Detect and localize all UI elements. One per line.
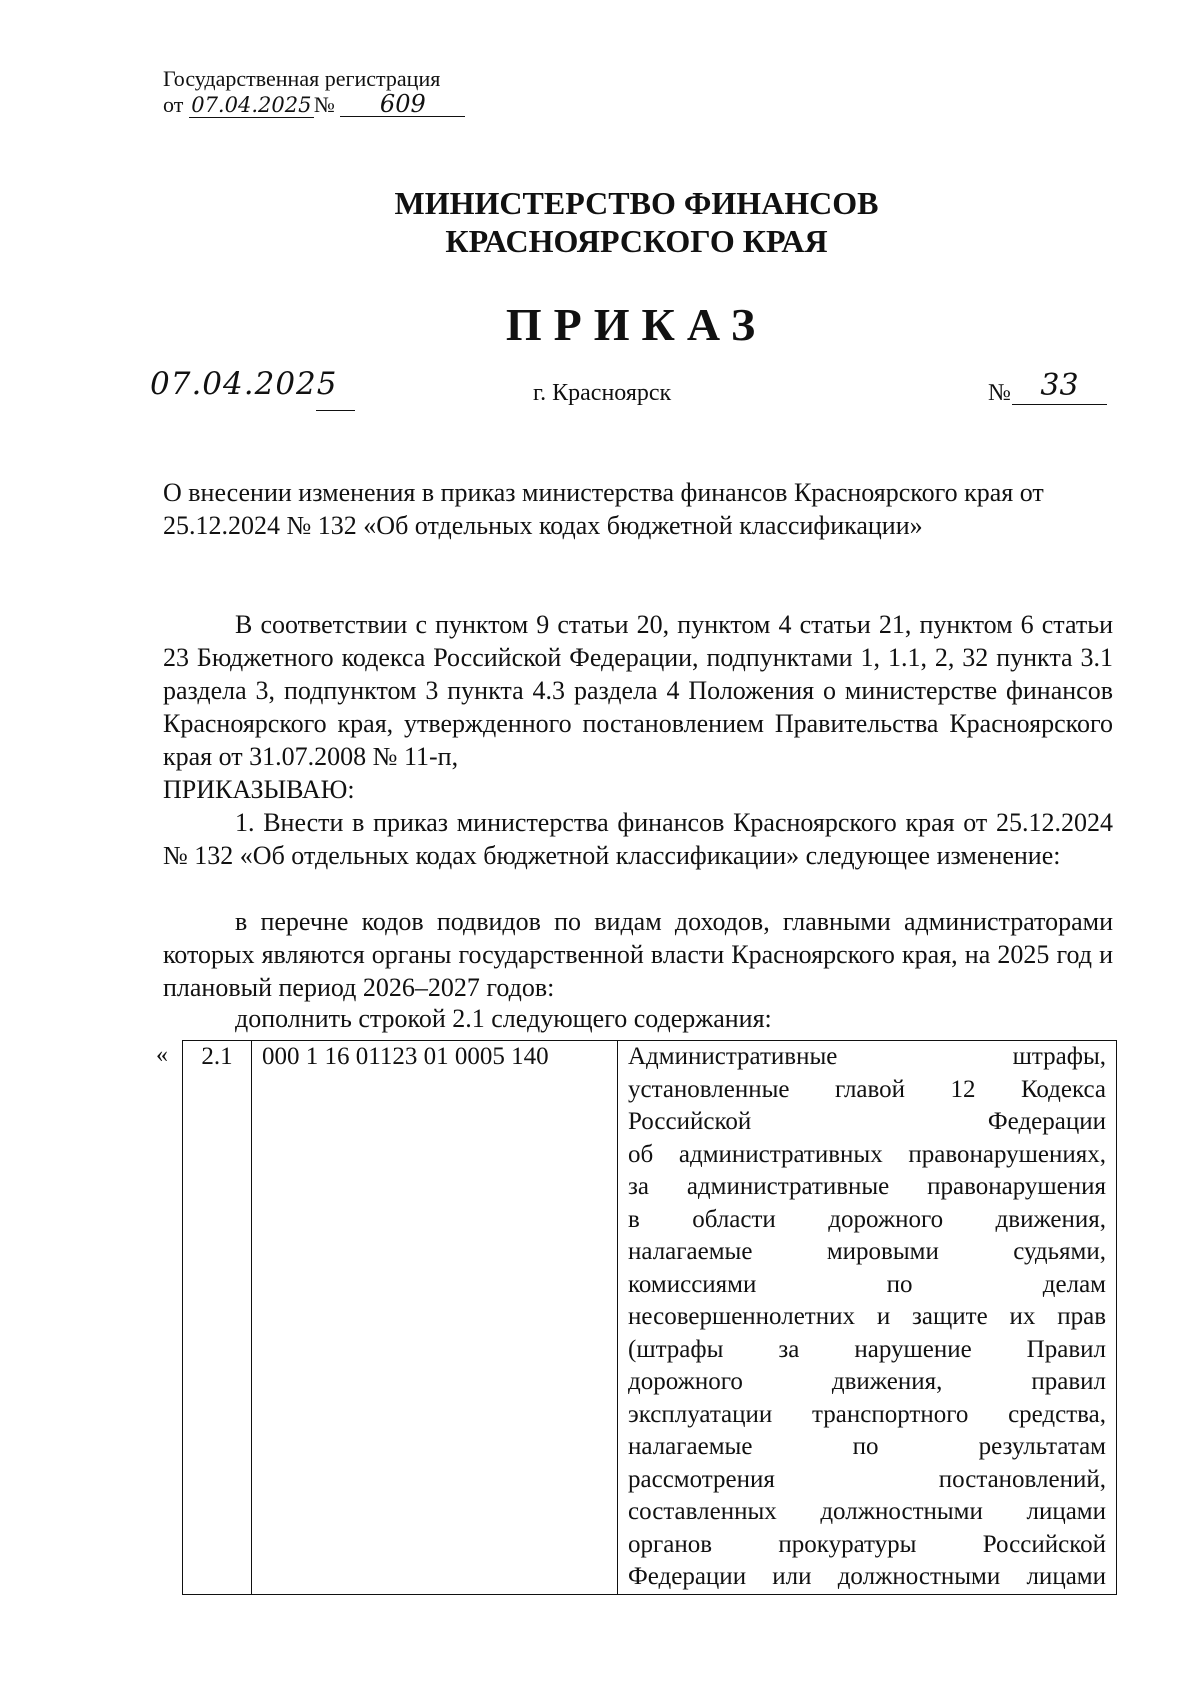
description-line: рассмотрения постановлений, (628, 1465, 1106, 1493)
description-line: несовершеннолетних и защите их прав (628, 1303, 1106, 1330)
description-line: дорожного движения, правил (628, 1368, 1106, 1395)
order-city: г. Красноярск (533, 380, 672, 406)
registration-line (163, 92, 465, 118)
registration-date: 07.04.2025 (189, 93, 314, 118)
order-number: 33 (1012, 368, 1107, 405)
description-line: составленных должностными лицами (628, 1498, 1106, 1525)
description-line: Российской Федерации (628, 1108, 1106, 1135)
open-quote: « (156, 1042, 168, 1068)
description-line: Федерации или должностными лицами (628, 1563, 1106, 1590)
inserted-row-table (182, 1040, 1117, 1595)
description-line: за административные правонарушения (628, 1173, 1106, 1200)
order-subject: О внесении изменения в приказ министерства финансов Красноярского края от 25.12.2024 № 132 «Об отдельных кодах бюджетной классификации» (163, 478, 1044, 540)
item-1-list-paragraph: в перечне кодов подвидов по видам доходов, главными администраторами которых являются органы государственной власти Красноярского края, на 2025 год и плановый период 2026–2027 годов: (163, 907, 1113, 1002)
registration-number-sign: № (313, 92, 335, 117)
registration-label: Государственная регистрация (163, 66, 441, 91)
ministry-name-line1: МИНИСТЕРСТВО ФИНАНСОВ (394, 185, 879, 221)
order-date: 07.04.2025 (150, 366, 338, 402)
description-line: налагаемые по результатам (628, 1433, 1106, 1460)
row-description-cell (618, 1041, 1117, 1595)
description-line: об административных правонарушениях, (628, 1140, 1106, 1168)
item-1-add-line: дополнить строкой 2.1 следующего содержания: (235, 1004, 772, 1033)
document-type-title: ПРИКАЗ (505, 299, 768, 350)
description-line: налагаемые мировыми судьями, (628, 1238, 1106, 1265)
description-line: органов прокуратуры Российской (628, 1530, 1106, 1558)
order-date-underline (316, 410, 355, 411)
order-number-sign: № (988, 380, 1011, 406)
description-line: комиссиями по делам (628, 1270, 1106, 1298)
row-number-cell: 2.1 (183, 1041, 252, 1595)
description-line: установленные главой 12 Кодекса (628, 1075, 1106, 1103)
description-line: (штрафы за нарушение Правил (628, 1335, 1106, 1363)
row-description (628, 1041, 1106, 1594)
row-code-cell: 000 1 16 01123 01 0005 140 (252, 1041, 618, 1595)
preamble-paragraph: В соответствии с пунктом 9 статьи 20, пунктом 4 статьи 21, пунктом 6 статьи 23 Бюджетного кодекса Российской Федерации, подпунктами 1, 1.1, 2, 32 пункта 3.1 раздела 3, подпунктом 3 пункта 4.3 раздела 4 Положения о министерстве финансов Красноярского края, утвержденного постановлением Правительства Красноярского края от 31.07.2008 № 11-п, (163, 610, 1113, 771)
order-word: ПРИКАЗЫВАЮ: (163, 775, 355, 804)
registration-number: 609 (340, 92, 465, 117)
description-line: эксплуатации транспортного средства, (628, 1400, 1106, 1428)
ministry-name-line2: КРАСНОЯРСКОГО КРАЯ (445, 223, 828, 259)
description-line: Административные штрафы, (628, 1043, 1106, 1070)
registration-date-prefix: от (163, 92, 184, 117)
description-line: в области дорожного движения, (628, 1205, 1106, 1233)
table-row (183, 1041, 1117, 1595)
item-1-paragraph: 1. Внести в приказ министерства финансов Красноярского края от 25.12.2024 № 132 «Об отдельных кодах бюджетной классификации» следующее изменение: (163, 808, 1113, 870)
